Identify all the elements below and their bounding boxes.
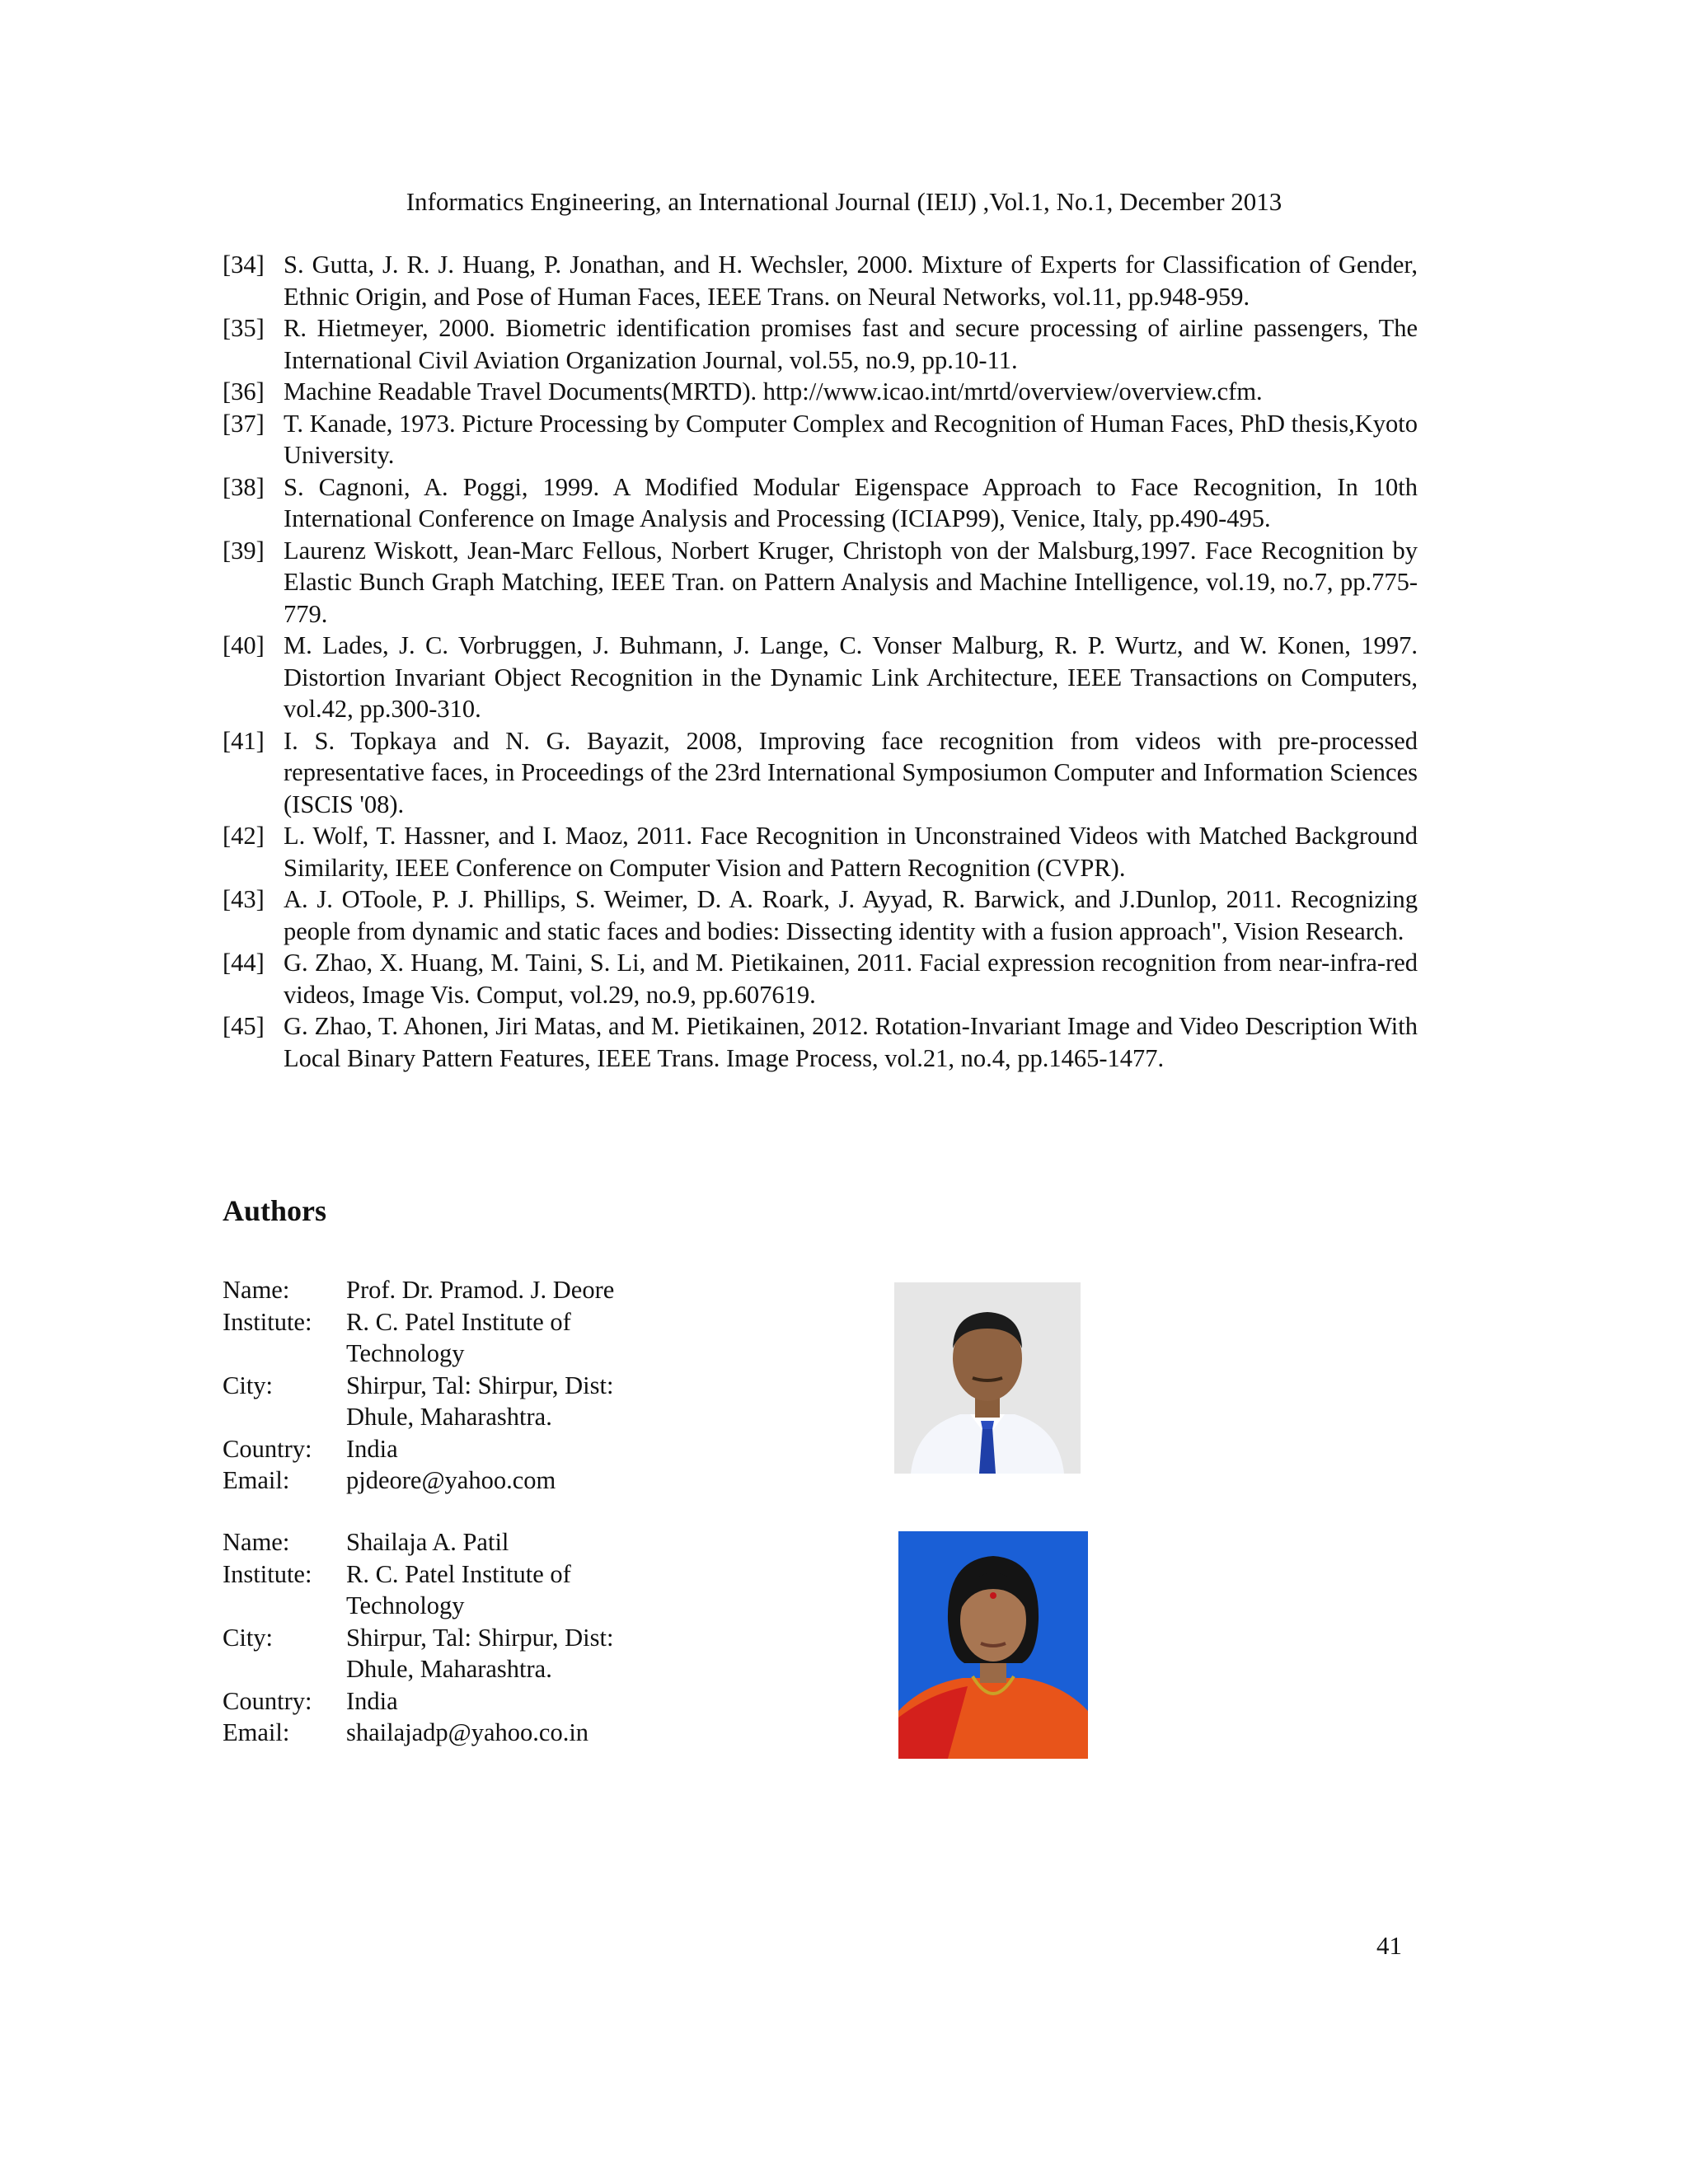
reference-number: [42] [223,822,265,850]
running-header: Informatics Engineering, an International Journal (IEIJ) ,Vol.1, No.1, December 2013 [406,187,1282,216]
reference-text: Machine Readable Travel Documents(MRTD). http://www.icao.int/mrtd/overview/overview.cfm. [284,377,1263,405]
reference-number: [44] [223,949,265,977]
reference-number: [37] [223,409,265,438]
author-block [223,1274,734,1497]
author-city-cont: Dhule, Maharashtra. [346,1403,552,1431]
reference-list [223,249,1418,1074]
author-city: Shirpur, Tal: Shirpur, Dist: [346,1371,614,1399]
reference-number: [36] [223,377,265,405]
author-photo [894,1282,1081,1474]
reference-item [223,947,1418,1010]
author-institute-cont: Technology [346,1339,465,1367]
reference-text: S. Gutta, J. R. J. Huang, P. Jonathan, and H. Wechsler, 2000. Mixture of Experts for Classification of Gender, Ethnic Origin, and Pose of Human Faces, IEEE Trans. on Neural Networks, vol.11, pp.948-959. [284,251,1418,311]
page-number: 41 [1376,1931,1402,1960]
author-institute-cont: Technology [346,1591,465,1619]
reference-text: L. Wolf, T. Hassner, and I. Maoz, 2011. Face Recognition in Unconstrained Videos with Matched Background Similarity, IEEE Conference on Computer Vision and Pattern Recognition (CVPR). [284,822,1418,882]
reference-item [223,630,1418,725]
reference-number: [41] [223,726,265,755]
reference-text: G. Zhao, T. Ahonen, Jiri Matas, and M. Pietikainen, 2012. Rotation-Invariant Image and Video Description With Local Binary Pattern Features, IEEE Trans. Image Process, vol.21, no.4, pp.1465-1477. [284,1012,1418,1072]
author-photo-1-image [894,1282,1081,1474]
reference-item [223,535,1418,630]
country-label: Country: [223,1686,312,1715]
reference-text: A. J. OToole, P. J. Phillips, S. Weimer, D. A. Roark, J. Ayyad, R. Barwick, and J.Dunlop, 2011. Recognizing people from dynamic and static faces and bodies: Dissecting identity with a fusion approach", Vision Research. [284,885,1418,945]
name-label: Name: [223,1276,290,1304]
reference-number: [45] [223,1012,265,1040]
author-email: shailajadp@yahoo.co.in [346,1718,589,1746]
email-label: Email: [223,1718,290,1746]
reference-text: I. S. Topkaya and N. G. Bayazit, 2008, Improving face recognition from videos with pre-processed representative faces, in Proceedings of the 23rd International Symposiumon Computer and Information Sciences (ISCIS '08). [284,726,1418,818]
reference-text: Laurenz Wiskott, Jean-Marc Fellous, Norbert Kruger, Christoph von der Malsburg,1997. Face Recognition by Elastic Bunch Graph Matching, IEEE Tran. on Pattern Analysis and Machine Intelligence, vol.19, no.7, pp.775-779. [284,536,1418,628]
email-label: Email: [223,1466,290,1494]
name-label: Name: [223,1528,290,1556]
reference-text: S. Cagnoni, A. Poggi, 1999. A Modified Modular Eigenspace Approach to Face Recognition, In 10th International Conference on Image Analysis and Processing (ICIAP99), Venice, Italy, pp.490-495. [284,472,1418,532]
reference-item [223,725,1418,821]
reference-item [223,408,1418,471]
reference-text: T. Kanade, 1973. Picture Processing by Computer Complex and Recognition of Human Faces, PhD thesis,Kyoto University. [284,409,1418,469]
author-photo [898,1531,1088,1759]
authors-heading: Authors [223,1194,327,1227]
author-block [223,1526,734,1749]
reference-text: R. Hietmeyer, 2000. Biometric identification promises fast and secure processing of airline passengers, The International Civil Aviation Organization Journal, vol.55, no.9, pp.10-11. [284,314,1418,374]
reference-item [223,376,1418,408]
country-label: Country: [223,1434,312,1463]
reference-item [223,312,1418,376]
reference-number: [40] [223,631,265,659]
reference-item [223,820,1418,883]
reference-text: M. Lades, J. C. Vorbruggen, J. Buhmann, J. Lange, C. Vonser Malburg, R. P. Wurtz, and W. Konen, 1997. Distortion Invariant Object Recognition in the Dynamic Link Architecture, IEEE Transactions on Computers, vol.42, pp.300-310. [284,631,1418,723]
author-name: Prof. Dr. Pramod. J. Deore [346,1276,615,1304]
institute-label: Institute: [223,1559,312,1588]
author-email: pjdeore@yahoo.com [346,1466,556,1494]
author-photo-2-image [898,1531,1088,1759]
reference-item [223,249,1418,312]
reference-number: [34] [223,251,265,279]
author-city: Shirpur, Tal: Shirpur, Dist: [346,1623,614,1652]
city-label: City: [223,1371,274,1399]
reference-item [223,1010,1418,1074]
author-country: India [346,1686,398,1715]
author-country: India [346,1434,398,1463]
reference-number: [35] [223,314,265,342]
reference-text: G. Zhao, X. Huang, M. Taini, S. Li, and M. Pietikainen, 2011. Facial expression recognition from near-infra-red videos, Image Vis. Comput, vol.29, no.9, pp.607619. [284,949,1418,1009]
author-city-cont: Dhule, Maharashtra. [346,1655,552,1683]
city-label: City: [223,1623,274,1652]
institute-label: Institute: [223,1307,312,1336]
reference-number: [38] [223,472,265,501]
reference-number: [39] [223,536,265,565]
reference-item [223,883,1418,947]
reference-number: [43] [223,885,265,913]
author-institute: R. C. Patel Institute of [346,1559,571,1588]
author-institute: R. C. Patel Institute of [346,1307,571,1336]
reference-item [223,471,1418,535]
author-name: Shailaja A. Patil [346,1528,509,1556]
